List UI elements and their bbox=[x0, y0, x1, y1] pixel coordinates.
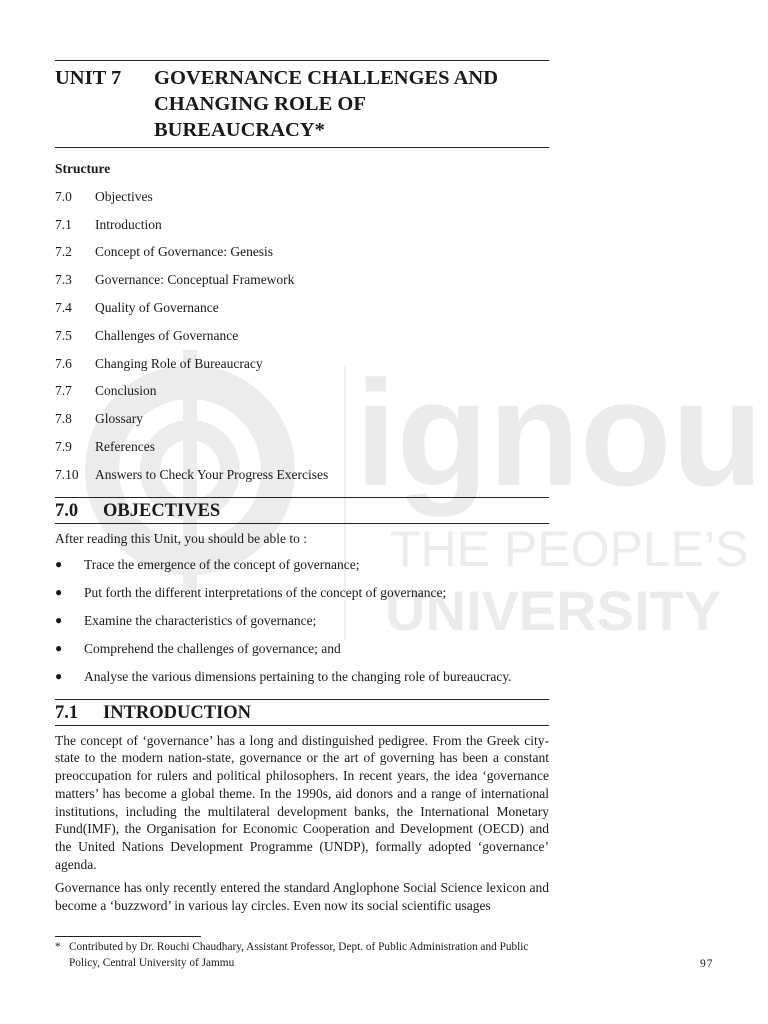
objectives-list bbox=[55, 551, 549, 691]
list-item-text: Comprehend the challenges of governance; and bbox=[84, 640, 341, 656]
structure-item-title: Quality of Governance bbox=[95, 300, 219, 316]
structure-item bbox=[55, 211, 549, 239]
structure-item-title: Governance: Conceptual Framework bbox=[95, 272, 295, 288]
footnote bbox=[55, 940, 549, 971]
bullet-icon: ● bbox=[55, 585, 63, 600]
section-title: OBJECTIVES bbox=[103, 500, 221, 521]
introduction-bottom-rule bbox=[55, 725, 549, 726]
objectives-intro: After reading this Unit, you should be able to : bbox=[55, 530, 307, 546]
structure-item-title: Objectives bbox=[95, 188, 153, 204]
objectives-bottom-rule bbox=[55, 523, 549, 524]
unit-title bbox=[154, 65, 549, 143]
list-item-text: Examine the characteristics of governance; bbox=[84, 612, 317, 628]
structure-item-number: 7.10 bbox=[55, 466, 79, 482]
structure-item bbox=[55, 461, 549, 489]
structure-heading: Structure bbox=[55, 161, 111, 176]
page-content bbox=[55, 60, 549, 915]
watermark-brand: ignou bbox=[355, 349, 764, 517]
structure-item-number: 7.7 bbox=[55, 383, 72, 399]
unit-title-line: BUREAUCRACY* bbox=[154, 119, 325, 141]
structure-item bbox=[55, 322, 549, 350]
structure-item-title: Answers to Check Your Progress Exercises bbox=[95, 466, 329, 482]
structure-item bbox=[55, 183, 549, 211]
introduction-paragraph: The concept of ‘governance’ has a long and distinguished pedigree. From the Greek city-state to the modern nation-state, governance or the art of governing has been a constant preoccupation for rulers and political philosophers. In recent years, the idea ‘governance matters’ has become a global theme. In the 1990s, aid donors and a range of international institutions, including the multilateral development banks, the International Monetary Fund(IMF), the Organisation for Economic Cooperation and Development (OECD) and the United Nations Development Programme (UNDP), formally adopted ‘governance’ agenda. bbox=[55, 732, 549, 872]
structure-item-number: 7.8 bbox=[55, 411, 72, 427]
watermark-line2: UNIVERSITY bbox=[385, 579, 722, 642]
structure-item-number: 7.4 bbox=[55, 300, 72, 316]
bullet-icon: ● bbox=[55, 557, 63, 572]
list-item-text: Analyse the various dimensions pertaining to the changing role of bureaucracy. bbox=[84, 668, 512, 684]
structure-item-number: 7.0 bbox=[55, 188, 72, 204]
list-item bbox=[55, 663, 549, 691]
structure-item-number: 7.6 bbox=[55, 355, 72, 371]
unit-title-line: CHANGING ROLE OF bbox=[154, 93, 366, 115]
bullet-icon: ● bbox=[55, 613, 63, 628]
footnote-text: Contributed by Dr. Rouchi Chaudhary, Assistant Professor, Dept. of Public Administration and Public Policy, Central University of Jammu bbox=[69, 941, 529, 969]
unit-bottom-rule bbox=[55, 147, 549, 148]
structure-item bbox=[55, 239, 549, 267]
structure-item-title: Concept of Governance: Genesis bbox=[95, 244, 274, 260]
structure-item-title: Changing Role of Bureaucracy bbox=[95, 355, 263, 371]
structure-item-title: Conclusion bbox=[95, 383, 157, 399]
structure-item-number: 7.5 bbox=[55, 327, 72, 343]
introduction-heading bbox=[55, 700, 549, 725]
bullet-icon: ● bbox=[55, 641, 63, 656]
watermark-line1: THE PEOPLE’S bbox=[390, 521, 749, 577]
list-item-text: Put forth the different interpretations of the concept of governance; bbox=[84, 584, 447, 600]
unit-header bbox=[55, 61, 549, 143]
list-item-text: Trace the emergence of the concept of governance; bbox=[84, 556, 360, 572]
list-item bbox=[55, 551, 549, 579]
structure-item bbox=[55, 433, 549, 461]
structure-item-title: Introduction bbox=[95, 216, 162, 232]
structure-item-title: References bbox=[95, 439, 155, 455]
section-number: 7.0 bbox=[55, 500, 79, 521]
section-title: INTRODUCTION bbox=[103, 702, 252, 723]
unit-title-line: GOVERNANCE CHALLENGES AND bbox=[154, 67, 498, 89]
introduction-paragraph: Governance has only recently entered the standard Anglophone Social Science lexicon and become a ‘buzzword’ in various lay circles. Even now its social scientific usages bbox=[55, 880, 549, 914]
section-number: 7.1 bbox=[55, 702, 79, 723]
list-item bbox=[55, 579, 549, 607]
structure-list bbox=[55, 183, 549, 489]
objectives-body bbox=[55, 531, 549, 691]
structure-item bbox=[55, 294, 549, 322]
structure-item bbox=[55, 266, 549, 294]
structure-item-number: 7.2 bbox=[55, 244, 72, 260]
page-number: 97 bbox=[700, 958, 714, 970]
list-item bbox=[55, 607, 549, 635]
structure-item-number: 7.3 bbox=[55, 272, 72, 288]
list-item bbox=[55, 635, 549, 663]
structure-item-number: 7.1 bbox=[55, 216, 72, 232]
structure-item-title: Glossary bbox=[95, 411, 143, 427]
footnote-rule bbox=[55, 936, 201, 937]
footnote-mark: * bbox=[55, 941, 61, 953]
unit-label: UNIT 7 bbox=[55, 67, 122, 89]
bullet-icon: ● bbox=[55, 669, 63, 684]
structure-item-title: Challenges of Governance bbox=[95, 327, 239, 343]
objectives-heading bbox=[55, 498, 549, 523]
structure-item-number: 7.9 bbox=[55, 439, 72, 455]
structure-item bbox=[55, 405, 549, 433]
structure-item bbox=[55, 378, 549, 406]
structure-item bbox=[55, 350, 549, 378]
